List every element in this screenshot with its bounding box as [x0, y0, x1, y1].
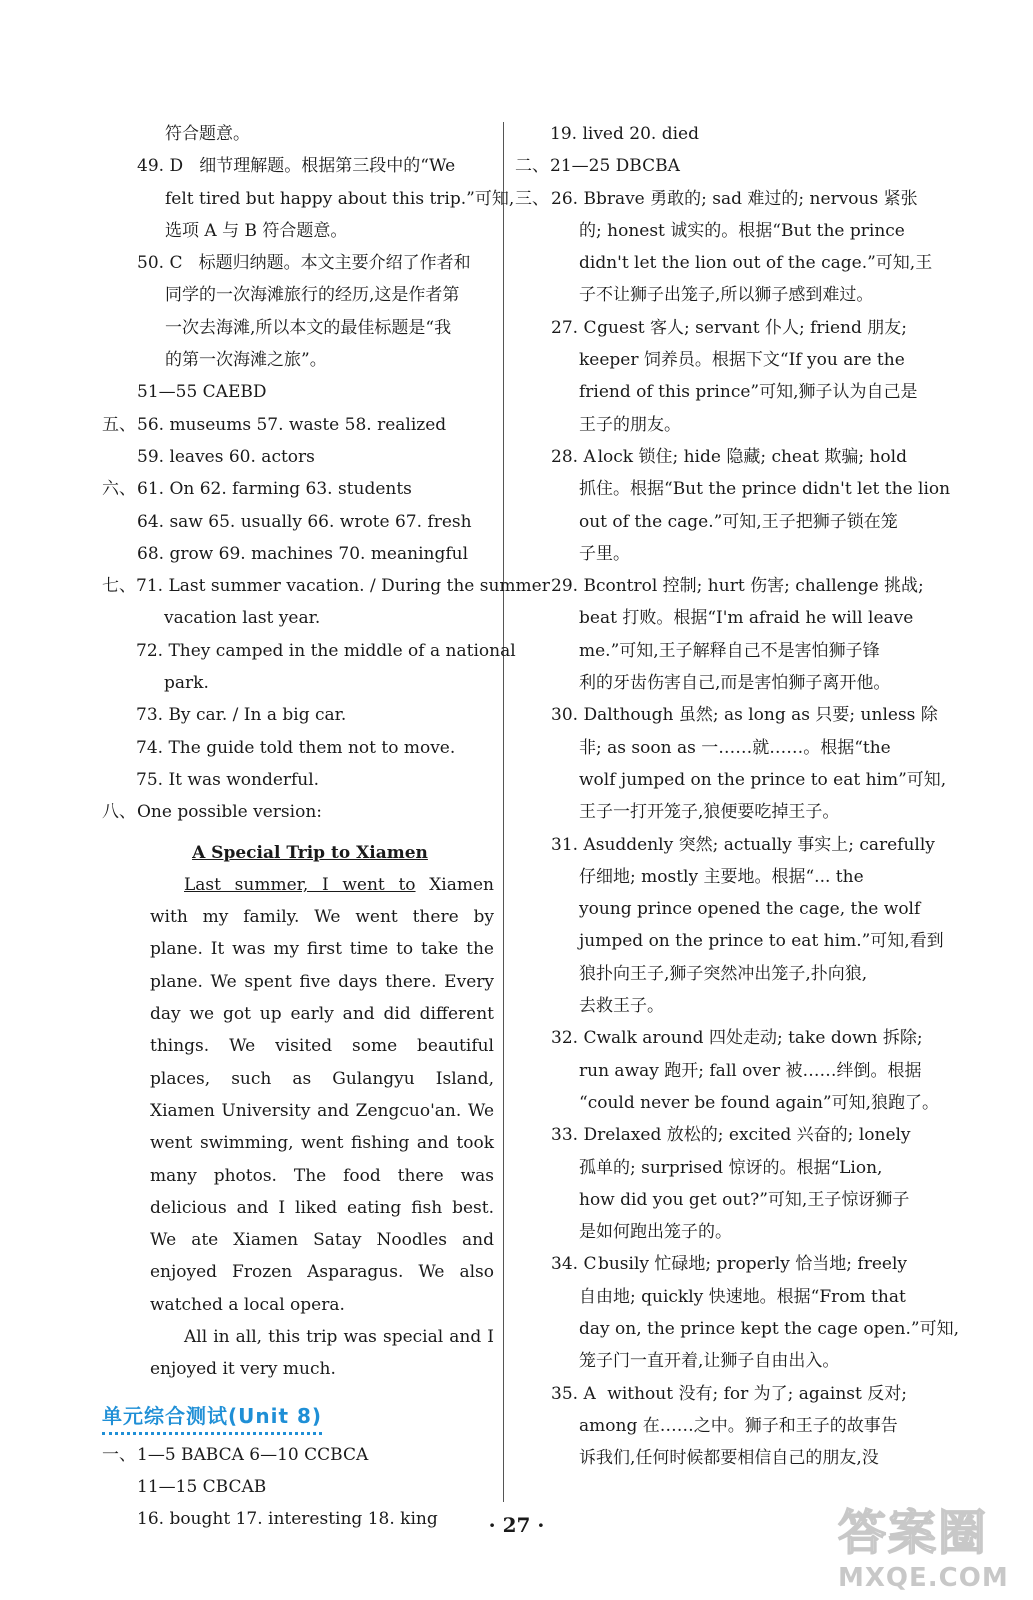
text-line: park. [164, 673, 209, 694]
section-number: 八、 [102, 802, 136, 823]
section-number: 七、 [102, 576, 136, 597]
answer-item [515, 1248, 959, 1377]
text-line: felt tired but happy about this trip.”可知, [165, 188, 515, 209]
answer-item [515, 1119, 911, 1248]
answer-number: 49. D [137, 156, 184, 177]
text-line: lock 锁住; hide 隐藏; cheat 欺骗; hold [597, 446, 907, 467]
section-number: 三、 [515, 188, 549, 209]
text-line: keeper 饲养员。根据下文“If you are the [579, 350, 905, 371]
text-line: 是如何跑出笼子的。 [579, 1222, 732, 1243]
text-line: out of the cage.”可知,王子把狮子锁在笼 [579, 511, 898, 532]
answer-number: 28. A [551, 446, 596, 467]
sample-essay [102, 837, 494, 1386]
text-line: 选项 A 与 B 符合题意。 [165, 220, 348, 241]
text-line: 王子的朋友。 [579, 414, 681, 435]
text-line: 16. bought 17. interesting 18. king [137, 1509, 438, 1530]
text-line: 59. leaves 60. actors [137, 446, 315, 467]
text-line: 子里。 [579, 543, 630, 564]
section-5 [102, 409, 494, 474]
section-8 [102, 796, 494, 828]
essay-paragraph [102, 869, 494, 1321]
text-line: suddenly 突然; actually 事实上; carefully [595, 834, 935, 855]
page-number: · 27 · [488, 1513, 545, 1537]
text-line: 1—5 BABCA 6—10 CCBCA [137, 1444, 369, 1465]
answer-item [515, 829, 944, 1023]
text-line: jumped on the prince to eat him.”可知,看到 [579, 931, 944, 952]
text-line: 非; as soon as 一……就……。根据“the [579, 737, 891, 758]
text-line: among 在……之中。狮子和王子的故事告 [579, 1415, 898, 1436]
text-line: 72. They camped in the middle of a national [136, 640, 516, 661]
text-line: although 虽然; as long as 只要; unless 除 [597, 705, 938, 726]
text-line: how did you get out?”可知,王子惊讶狮子 [579, 1189, 910, 1210]
answer-item [515, 570, 924, 699]
section-7 [102, 570, 550, 796]
section-number: 一、 [102, 1444, 136, 1465]
answer-number: 30. D [551, 705, 598, 726]
text-line: 61. On 62. farming 63. students [137, 479, 412, 500]
section-2 [515, 150, 907, 182]
answer-51-55: 51—55 CAEBD [137, 382, 267, 403]
text-line: 73. By car. / In a big car. [136, 705, 347, 726]
essay-text: Xiamen with my family. We went there by plane. It was my first time to take the plane. We spent five days there. Every day we got up early and did different things. We visited some beautiful places, such as Gulangyu Island, Xiamen University and Zengcuo'an. We went swimming, went fishing and took many photos. The food there was delicious and I liked eating fish best. We ate Xiamen Satay Noodles and enjoyed Frozen Asparagus. We also watched a local opera. [150, 874, 494, 1315]
answer-49 [102, 150, 515, 247]
text-line: 75. It was wonderful. [136, 769, 320, 790]
text-line: 同学的一次海滩旅行的经历,这是作者第 [165, 285, 460, 306]
text-line: busily 忙碌地; properly 恰当地; freely [597, 1254, 907, 1275]
answer-number: 35. A [551, 1383, 596, 1404]
answer-number: 26. B [551, 188, 596, 209]
text-line: walk around 四处走动; take down 拆除; [596, 1028, 923, 1049]
unit-test-heading: 单元综合测试(Unit 8) [102, 1400, 322, 1435]
section-number: 六、 [102, 479, 136, 500]
answer-number: 29. B [551, 576, 596, 597]
text-line: vacation last year. [164, 608, 321, 629]
text-line: brave 勇敢的; sad 难过的; nervous 紧张 [595, 188, 918, 209]
text-line: 11—15 CBCAB [137, 1476, 267, 1497]
text-line: 19. lived 20. died [550, 124, 699, 144]
text-line: me.”可知,王子解释自己不是害怕狮子锋 [579, 640, 880, 661]
essay-paragraph: All in all, this trip was special and I enjoyed it very much. [150, 1326, 494, 1380]
text-line: 王子一打开笼子,狼便要吃掉王子。 [579, 802, 840, 823]
text-line: “could never be found again”可知,狼跑了。 [579, 1092, 940, 1113]
section-number: 五、 [102, 414, 136, 435]
text-line: 的第一次海滩之旅”。 [165, 350, 327, 371]
answer-number: 33. D [551, 1125, 598, 1146]
answer-number: 32. C [551, 1028, 597, 1049]
text-line: run away 跑开; fall over 被……绊倒。根据 [579, 1060, 922, 1081]
text-line: wolf jumped on the prince to eat him”可知, [579, 769, 947, 790]
essay-title: A Special Trip to Xiamen [192, 842, 428, 863]
text-line: 笼子门一直开着,让狮子自由出入。 [579, 1351, 840, 1372]
text-line: 符合题意。 [165, 124, 250, 144]
section-3 [515, 183, 959, 1475]
text-line: 56. museums 57. waste 58. realized [137, 414, 447, 435]
answer-item [515, 1022, 940, 1119]
answer-50 [102, 247, 494, 376]
text-line: 64. saw 65. usually 66. wrote 67. fresh [137, 511, 472, 532]
right-column [515, 118, 959, 1474]
underlined-phrase: Last summer, I went to [184, 874, 416, 895]
text-line: day on, the prince kept the cage open.”可知, [579, 1318, 959, 1339]
text-line: relaxed 放松的; excited 兴奋的; lonely [597, 1125, 911, 1146]
text-line: 标题归纳题。本文主要介绍了作者和 [198, 253, 471, 274]
text-line: 诉我们,任何时候都要相信自己的朋友,没 [579, 1448, 879, 1469]
text-line: One possible version: [137, 802, 322, 823]
watermark-url: MXQE.COM [838, 1563, 1009, 1593]
text-line: without 没有; for 为了; against 反对; [607, 1383, 907, 1404]
answer-item [515, 183, 933, 312]
answer-item [515, 699, 947, 828]
answer-number: 34. C [551, 1254, 597, 1275]
text-line: didn't let the lion out of the cage.”可知,王 [579, 253, 933, 274]
text-line: 仔细地; mostly 主要地。根据“... the [579, 866, 864, 887]
text-line: beat 打败。根据“I'm afraid he will leave [579, 608, 914, 629]
text-line: 68. grow 69. machines 70. meaningful [137, 543, 469, 564]
text-line: 细节理解题。根据第三段中的“We [199, 156, 456, 177]
answer-number: 31. A [551, 834, 596, 855]
column-divider [503, 122, 504, 1502]
section-6 [102, 473, 494, 570]
section-number: 二、 [515, 156, 549, 177]
watermark-text: 答案圈 [838, 1505, 989, 1561]
text-line: 狼扑向王子,狮子突然冲出笼子,扑向狼, [579, 963, 868, 984]
answer-list [515, 183, 959, 1475]
answer-item [515, 312, 918, 441]
text-line: 自由地; quickly 快速地。根据“From that [579, 1286, 906, 1307]
answer-number: 50. C [137, 253, 183, 274]
text-line: 74. The guide told them not to move. [136, 737, 456, 758]
watermark-logo [838, 1494, 1018, 1594]
text-line: 去救王子。 [579, 996, 664, 1017]
text-line: 71. Last summer vacation. / During the summer [136, 576, 550, 597]
answer-item [515, 441, 951, 570]
text-line: 一次去海滩,所以本文的最佳标题是“我 [165, 317, 452, 338]
text-line: young prince opened the cage, the wolf [579, 899, 921, 920]
text-line: control 控制; hurt 伤害; challenge 挑战; [595, 576, 924, 597]
text-line: friend of this prince”可知,狮子认为自己是 [579, 382, 918, 403]
text-line: 抓住。根据“But the prince didn't let the lion [579, 479, 951, 500]
text-line: guest 客人; servant 仆人; friend 朋友; [597, 317, 907, 338]
text-line: 21—25 DBCBA [550, 156, 680, 177]
text-line: 孤单的; surprised 惊讶的。根据“Lion, [579, 1157, 883, 1178]
answer-number: 27. C [551, 317, 597, 338]
text-line: 利的牙齿伤害自己,而是害怕狮子离开他。 [579, 673, 891, 694]
text-line: 的; honest 诚实的。根据“But the prince [579, 220, 905, 241]
answer-item [515, 1378, 907, 1475]
text-line: 子不让狮子出笼子,所以狮子感到难过。 [579, 285, 874, 306]
